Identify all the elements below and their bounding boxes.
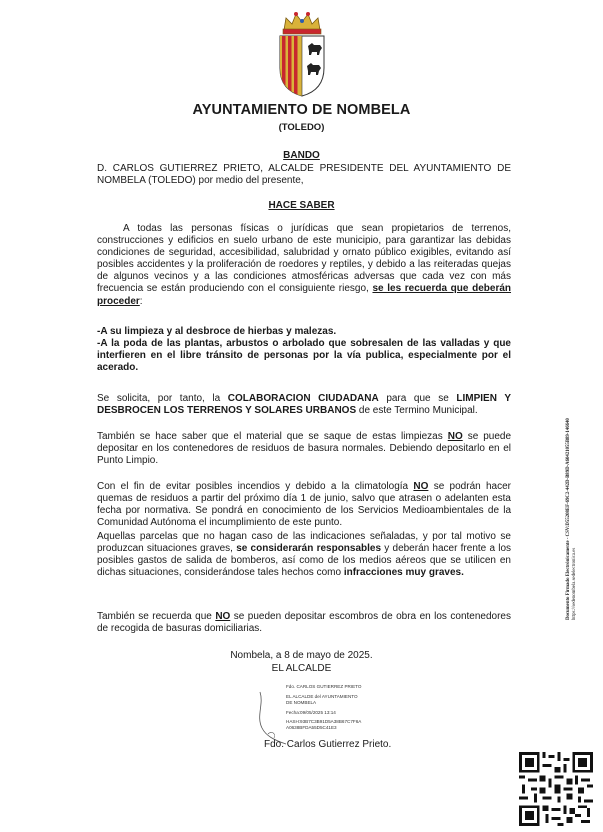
paragraph-5-mid: y deberán hacer frente a los posibles gastos de salida de bomberos, así como de los medios aéreos que se utilicen en dichas situaciones, considerándose tales hechos como	[97, 543, 512, 579]
paragraph-6	[97, 611, 511, 635]
paragraph-2-mid: para que se	[386, 393, 449, 404]
signature-line-2: EL ALCALDE del AYUNTAMIENTO	[286, 694, 358, 700]
paragraph-2	[97, 393, 511, 417]
paragraph-5-bold-2: infracciones muy graves.	[343, 567, 464, 579]
paragraph-4	[97, 481, 511, 529]
paragraph-1	[97, 223, 511, 308]
page-subtitle: (TOLEDO)	[278, 122, 325, 133]
paragraph-5	[97, 531, 511, 579]
signature-line-3: DE NOMBELA	[286, 700, 317, 706]
paragraph-6-start: También se recuerda que	[97, 611, 212, 622]
signature-line-5: HASH:93B7C3B91D5A38B67C7F6A	[286, 718, 362, 724]
paragraph-5-bold-1: se considerarán responsables	[236, 543, 382, 555]
paragraph-2-bold-2: LIMPIEN Y DESBROCEN LOS TERRENOS Y SOLARES URBANOS	[97, 393, 511, 417]
paragraph-4-end: se podrán hacer quemas de residuos a partir del próximo día 1 de junio, salvo que atrasen o adelanten esta fecha por normativa. Se pondrá en conocimiento de los Servicios Medioambientales de la Comunidad Autónoma el incumplimiento de este punto.	[97, 481, 511, 529]
signature-line-6: A0638BFDA55D5C41E3	[286, 725, 337, 731]
paragraph-6-end: se pueden depositar escombros de obra en los contenedores de recogida de basuras domiciliarias.	[97, 611, 511, 635]
signature-line-1: Fdo. CARLOS GUTIERREZ PRIETO	[286, 684, 362, 689]
paragraph-3-end: se puede depositar en los contenedores de residuos de basura normales. Debiendo depositarlo en el Punto Limpio.	[97, 431, 512, 467]
side-stamp-line-1: Documento Firmado Electrónicamente - CSV:D55208EF-69C2-442D-B89D-A60421055B89-146640	[566, 418, 571, 620]
paragraph-3	[97, 431, 511, 467]
paragraph-3-start: También se hace saber que el material que se saque de estas limpiezas	[97, 431, 443, 442]
paragraph-2-end: de este Termino Municipal.	[358, 405, 478, 417]
paragraph-1-emphasis: se les recuerda que deberán proceder	[97, 283, 512, 307]
requirement-1: -A su limpieza y al desbroce de hierbas y malezas.	[97, 326, 337, 337]
hace-saber-heading: HACE SABER	[268, 200, 335, 211]
place-date: Nombela, a 8 de mayo de 2025.	[230, 650, 373, 661]
signature-line-4: Fecha:09/05/2025 13:14	[286, 709, 336, 715]
paragraph-5-start: Aquellas parcelas que no hagan caso de las indicaciones señaladas, y por tal motivo se produzcan situaciones graves,	[97, 531, 511, 555]
paragraph-6-no: NO	[215, 611, 231, 622]
bando-heading: BANDO	[283, 150, 320, 161]
digital-signature-block	[286, 684, 426, 731]
paragraph-1-text: A todas las personas físicas o jurídicas que sean propietarios de terrenos, construcciones y edificios en suelo urbano de este municipio, para garantizar las debidas condiciones de seguridad, accesibilidad, salubridad y ornato público exigibles, evitando así posibles accidentes y la proliferación de roedores y reptiles, y debido a las reiteradas quejas de algunos vecinos y a las condiciones atmosféricas adversas que cada vez con más frecuencia se están produciendo con el consiguiente riesgo,	[97, 223, 511, 295]
paragraph-1-end: :	[139, 295, 143, 307]
signer-role: EL ALCALDE	[271, 663, 332, 674]
bando-intro: D. CARLOS GUTIERREZ PRIETO, ALCALDE PRESIDENTE DEL AYUNTAMIENTO DE NOMBELA (TOLEDO) por medio del presente,	[97, 163, 511, 187]
paragraph-3-no: NO	[447, 431, 463, 442]
paragraph-4-start: Con el fin de evitar posibles incendios y debido a la climatología	[97, 481, 409, 492]
page-title: AYUNTAMIENTO DE NOMBELA	[192, 102, 411, 118]
requirement-2: -A la poda de las plantas, arbustos o arbolado que sobresalen de las valladas y que interfieren en el libre tránsito de personas por la vía publica, especialmente por el acerado.	[97, 338, 511, 374]
side-stamp-line-2: https://sedenombela.sedelectronica.es	[572, 547, 577, 620]
coat-of-arms-icon	[272, 10, 332, 98]
paragraph-4-no: NO	[413, 481, 429, 492]
qr-code-icon[interactable]	[519, 752, 593, 826]
paragraph-2-start: Se solicita, por tanto, la	[97, 393, 221, 404]
paragraph-2-bold-1: COLABORACION CIUDADANA	[227, 393, 379, 404]
signature-name: Fdo. Carlos Gutierrez Prieto.	[264, 739, 392, 750]
side-stamp-text	[566, 240, 578, 620]
